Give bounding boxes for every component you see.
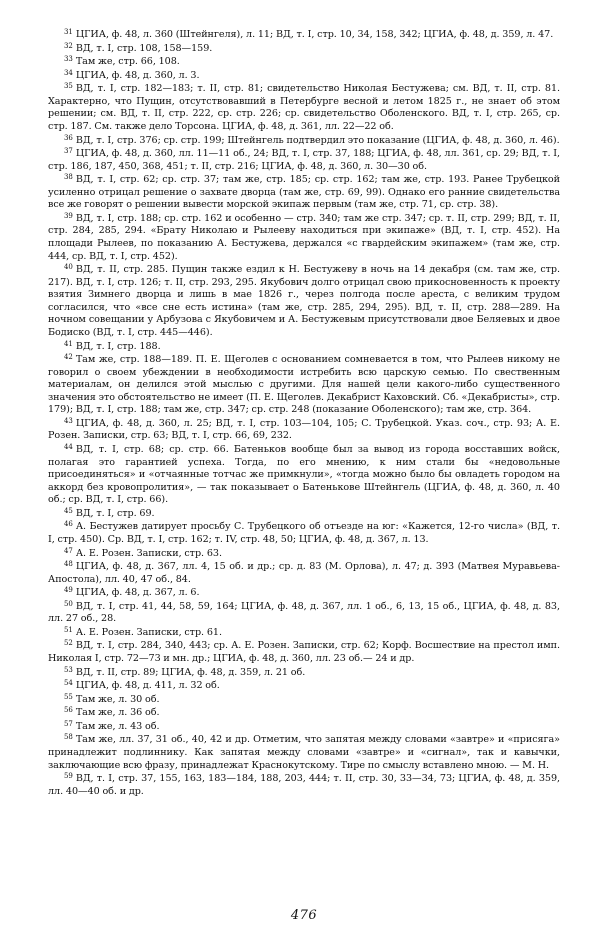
footnote-text: ВД, т. I, стр. 68; ср. стр. 66. Батеньков вообще был за вывод из города восставших войск, полагая это гарантией успеха. Тогда, по его мнению, к ним стали бы «недовольные присоединяться» и «отчаянные тотчас же примкнули», «тогда можно было бы овладеть городом на аккорд без кровопролития», — так показывает о Батенькове Штейнгель (ЦГИА, ф. 48, д. 360, л. 40 об.; ср. ВД, т. I, стр. 66).	[48, 444, 560, 506]
footnote-number: 52	[64, 639, 73, 648]
footnote-text: ВД, т. I, стр. 37, 155, 163, 183—184, 188, 203, 444; т. II, стр. 30, 33—34, 73; ЦГИА, ф. 48, д. 359, лл. 40—40 об. и др.	[48, 773, 560, 797]
footnote-number: 51	[64, 625, 73, 634]
footnote-text: А. Е. Розен. Записки, стр. 61.	[75, 626, 222, 638]
footnote-51	[48, 626, 560, 640]
footnote-57	[48, 720, 560, 734]
footnote-48	[48, 560, 560, 586]
footnote-38	[48, 173, 560, 212]
footnote-text: Там же, стр. 188—189. П. Е. Щеголев с основанием сомневается в том, что Рылеев никому не говорил о своем убеждении в необходимости истребить всю царскую семью. По свественным материалам, он делился этой мыслью с другими. Для нашей цели какого-либо существенного значения это обстоятельство не имеет (П. Е. Щеголев. Декабрист Каховский. Сб. «Декабристы», стр. 179); ВД, т. I, стр. 188; там же, стр. 347; ср. стр. 248 (показание Оболенского); там же, стр. 364.	[48, 354, 560, 416]
footnote-number: 39	[64, 211, 73, 220]
footnote-40	[48, 263, 560, 339]
footnote-45	[48, 507, 560, 521]
footnote-49	[48, 586, 560, 600]
footnote-number: 32	[64, 41, 73, 50]
footnote-number: 38	[64, 173, 73, 182]
footnote-number: 56	[64, 706, 73, 715]
footnote-text: ВД, т. I, стр. 182—183; т. II, стр. 81; свидетельство Николая Бестужева; см. ВД, т. II, стр. 81. Характерно, что Пущин, отсутствовавший в Петербурге весной и летом 1825 г., не знает об этом решении; см. ВД, т. II, стр. 222, ср. стр. 226; ср. свидетельство Оболенского. ВД, т. I, стр. 265, ср. стр. 187. См. также дело Торсона. ЦГИА, ф. 48, д. 361, лл. 22—22 об.	[48, 83, 560, 132]
footnote-number: 40	[64, 263, 73, 272]
footnote-36	[48, 134, 560, 148]
footnote-47	[48, 547, 560, 561]
footnote-text: ЦГИА, ф. 48, д. 411, л. 32 об.	[75, 680, 220, 692]
footnote-text: Там же, стр. 66, 108.	[75, 56, 180, 68]
footnote-number: 55	[64, 692, 73, 701]
footnote-number: 49	[64, 586, 73, 595]
footnote-text: ВД, т. I, стр. 376; ср. стр. 199; Штейнгель подтвердил это показание (ЦГИА, ф. 48, д. 360, л. 46).	[75, 134, 560, 146]
footnote-number: 44	[64, 443, 73, 451]
footnote-50	[48, 600, 560, 626]
footnote-number: 42	[64, 353, 73, 362]
footnote-44	[48, 443, 560, 507]
footnote-text: ВД, т. I, стр. 69.	[75, 507, 155, 519]
footnote-text: ЦГИА, ф. 48, д. 360, л. 25; ВД, т. I, стр. 103—104, 105; С. Трубецкой. Указ. соч., стр. 93; А. Е. Розен. Записки, стр. 63; ВД, т. I, стр. 66, 69, 232.	[48, 417, 560, 442]
footnote-text: ВД, т. I, стр. 108, 158—159.	[75, 42, 213, 54]
footnote-number: 57	[64, 719, 73, 728]
footnote-52	[48, 639, 560, 665]
footnote-number: 35	[64, 82, 73, 91]
footnote-34	[48, 69, 560, 83]
footnote-text: ЦГИА, ф. 48, д. 360, лл. 11—11 об., 24; ВД, т. I, стр. 37, 188; ЦГИА, ф. 48, лл. 361, ср. 29; ВД, т. I, стр. 186, 187, 450, 368, 451; т. II, стр. 216; ЦГИА, ф. 48, д. 360, л. 30—30 об.	[48, 148, 560, 172]
footnote-32	[48, 42, 560, 56]
footnotes-list	[48, 28, 560, 798]
footnote-text: ЦГИА, ф. 48, д. 367, лл. 4, 15 об. и др.; ср. д. 83 (М. Орлова), л. 47; д. 393 (Матвея Муравьева-Апостола), лл. 40, 47 об., 84.	[48, 561, 560, 585]
footnote-55	[48, 693, 560, 707]
footnote-text: Там же, л. 43 об.	[75, 720, 160, 732]
footnote-text: Там же, л. 30 об.	[75, 693, 160, 705]
footnote-number: 50	[64, 599, 73, 608]
document-page	[48, 28, 560, 923]
footnote-text: ВД, т. II, стр. 89; ЦГИА, ф. 48, д. 359, л. 21 об.	[75, 666, 306, 678]
footnote-42	[48, 353, 560, 417]
footnote-number: 46	[64, 520, 73, 529]
footnote-text: Там же, лл. 37, 31 об., 40, 42 и др. Отметим, что запятая между словами «завтре» и «присяга» принадлежит подлиннику. Как запятая между словами «завтре» и «сигнал», так и кавычки, заключающие всю фразу, принадлежат Краснокутскому. Тире по смыслу вставлено мною. — М. Н.	[48, 734, 560, 771]
footnote-46	[48, 520, 560, 546]
footnote-text: Там же, л. 36 об.	[75, 707, 160, 719]
footnote-39	[48, 212, 560, 263]
footnote-text: ЦГИА, ф. 48, л. 360 (Штейнгеля), л. 11; ВД, т. I, стр. 10, 34, 158, 342; ЦГИА, ф. 48, д. 359, л. 47.	[75, 29, 554, 40]
footnote-31	[48, 28, 560, 42]
footnote-number: 59	[64, 772, 73, 781]
footnote-53	[48, 666, 560, 680]
footnote-number: 37	[64, 147, 73, 156]
footnote-56	[48, 706, 560, 720]
footnote-number: 54	[64, 679, 73, 688]
footnote-text: ЦГИА, ф. 48, д. 360, л. 3.	[75, 69, 200, 81]
footnote-number: 53	[64, 665, 73, 674]
footnote-text: А. Е. Розен. Записки, стр. 63.	[75, 547, 222, 559]
footnote-59	[48, 772, 560, 798]
footnote-54	[48, 679, 560, 693]
footnote-text: ВД, т. I, стр. 188.	[75, 340, 161, 352]
footnote-text: ЦГИА, ф. 48, д. 367, л. 6.	[75, 587, 200, 599]
footnote-text: ВД, т. II, стр. 285. Пущин также ездил к Н. Бестужеву в ночь на 14 декабря (см. там же, стр. 217). ВД, т. I, стр. 126; т. II, стр. 293, 295. Якубович долго отрицал свою прикосновенность к проекту взятия Зимнего дворца и лишь в мае 1826 г., через полгода после ареста, с великим трудом согласился, что «все сне есть истина» (там же, стр. 285, 294, 295). ВД, т. II, стр. 288—289. На ночном совещании у Арбузова с Якубовичем и А. Бестужевым присутствовали двое Беляевых и двое Бодиско (ВД, т. I, стр. 445—446).	[48, 264, 560, 338]
page-number: 476	[290, 908, 318, 923]
footnote-number: 33	[64, 55, 73, 64]
footnote-33	[48, 55, 560, 69]
footnote-text: А. Бестужев датирует просьбу С. Трубецкого об отъезде на юг: «Кажется, 12-го числа» (ВД, т. I, стр. 450). Ср. ВД, т. I, стр. 162; т. IV, стр. 48, 50; ЦГИА, ф. 48, д. 367, л. 13.	[48, 521, 560, 545]
footnote-58	[48, 733, 560, 772]
footnote-number: 31	[64, 28, 73, 36]
footnote-text: ВД, т. I, стр. 188; ср. стр. 162 и особенно — стр. 340; там же стр. 347; ср. т. II, стр. 299; ВД, т. II, стр. 284, 285, 294. «Брату Николаю и Рылееву находиться при экипаже» (ВД, т. I, стр. 452). На площади Рылеев, по показанию А. Бестужева, держался «с гвардейским экипажем» (там же, стр. 444, ср. ВД, т. I, стр. 452).	[48, 212, 560, 262]
footnote-35	[48, 82, 560, 133]
footnote-number: 34	[64, 68, 73, 77]
footnote-41	[48, 340, 560, 354]
footnote-text: ВД, т. I, стр. 41, 44, 58, 59, 164; ЦГИА, ф. 48, д. 367, лл. 1 об., 6, 13, 15 об., ЦГИА, ф. 48, д. 83, лл. 27 об., 28.	[48, 600, 560, 625]
footnote-number: 58	[64, 733, 73, 742]
footnote-text: ВД, т. I, стр. 62; ср. стр. 37; там же, стр. 185; ср. стр. 162; там же, стр. 193. Ранее Трубецкой усиленно отрицал решение о захвате дворца (там же, стр. 69, 99). Однако его ранние свидетельства все же говорят о решении вывести морской экипаж первым (там же, стр. 71, ср. стр. 38).	[48, 174, 560, 211]
footnote-number: 36	[64, 133, 73, 142]
footnote-number: 43	[64, 416, 73, 425]
footnote-43	[48, 417, 560, 443]
footnote-number: 48	[64, 560, 73, 569]
footnote-number: 47	[64, 546, 73, 555]
footnote-37	[48, 147, 560, 173]
footnote-number: 45	[64, 506, 73, 515]
footnote-text: ВД, т. I, стр. 284, 340, 443; ср. А. Е. Розен. Записки, стр. 62; Корф. Восшествие на престол имп. Николая I, стр. 72—73 и мн. др.; ЦГИА, ф. 48, д. 360, лл. 23 об.— 24 и др.	[48, 640, 560, 664]
footnote-number: 41	[64, 339, 73, 348]
